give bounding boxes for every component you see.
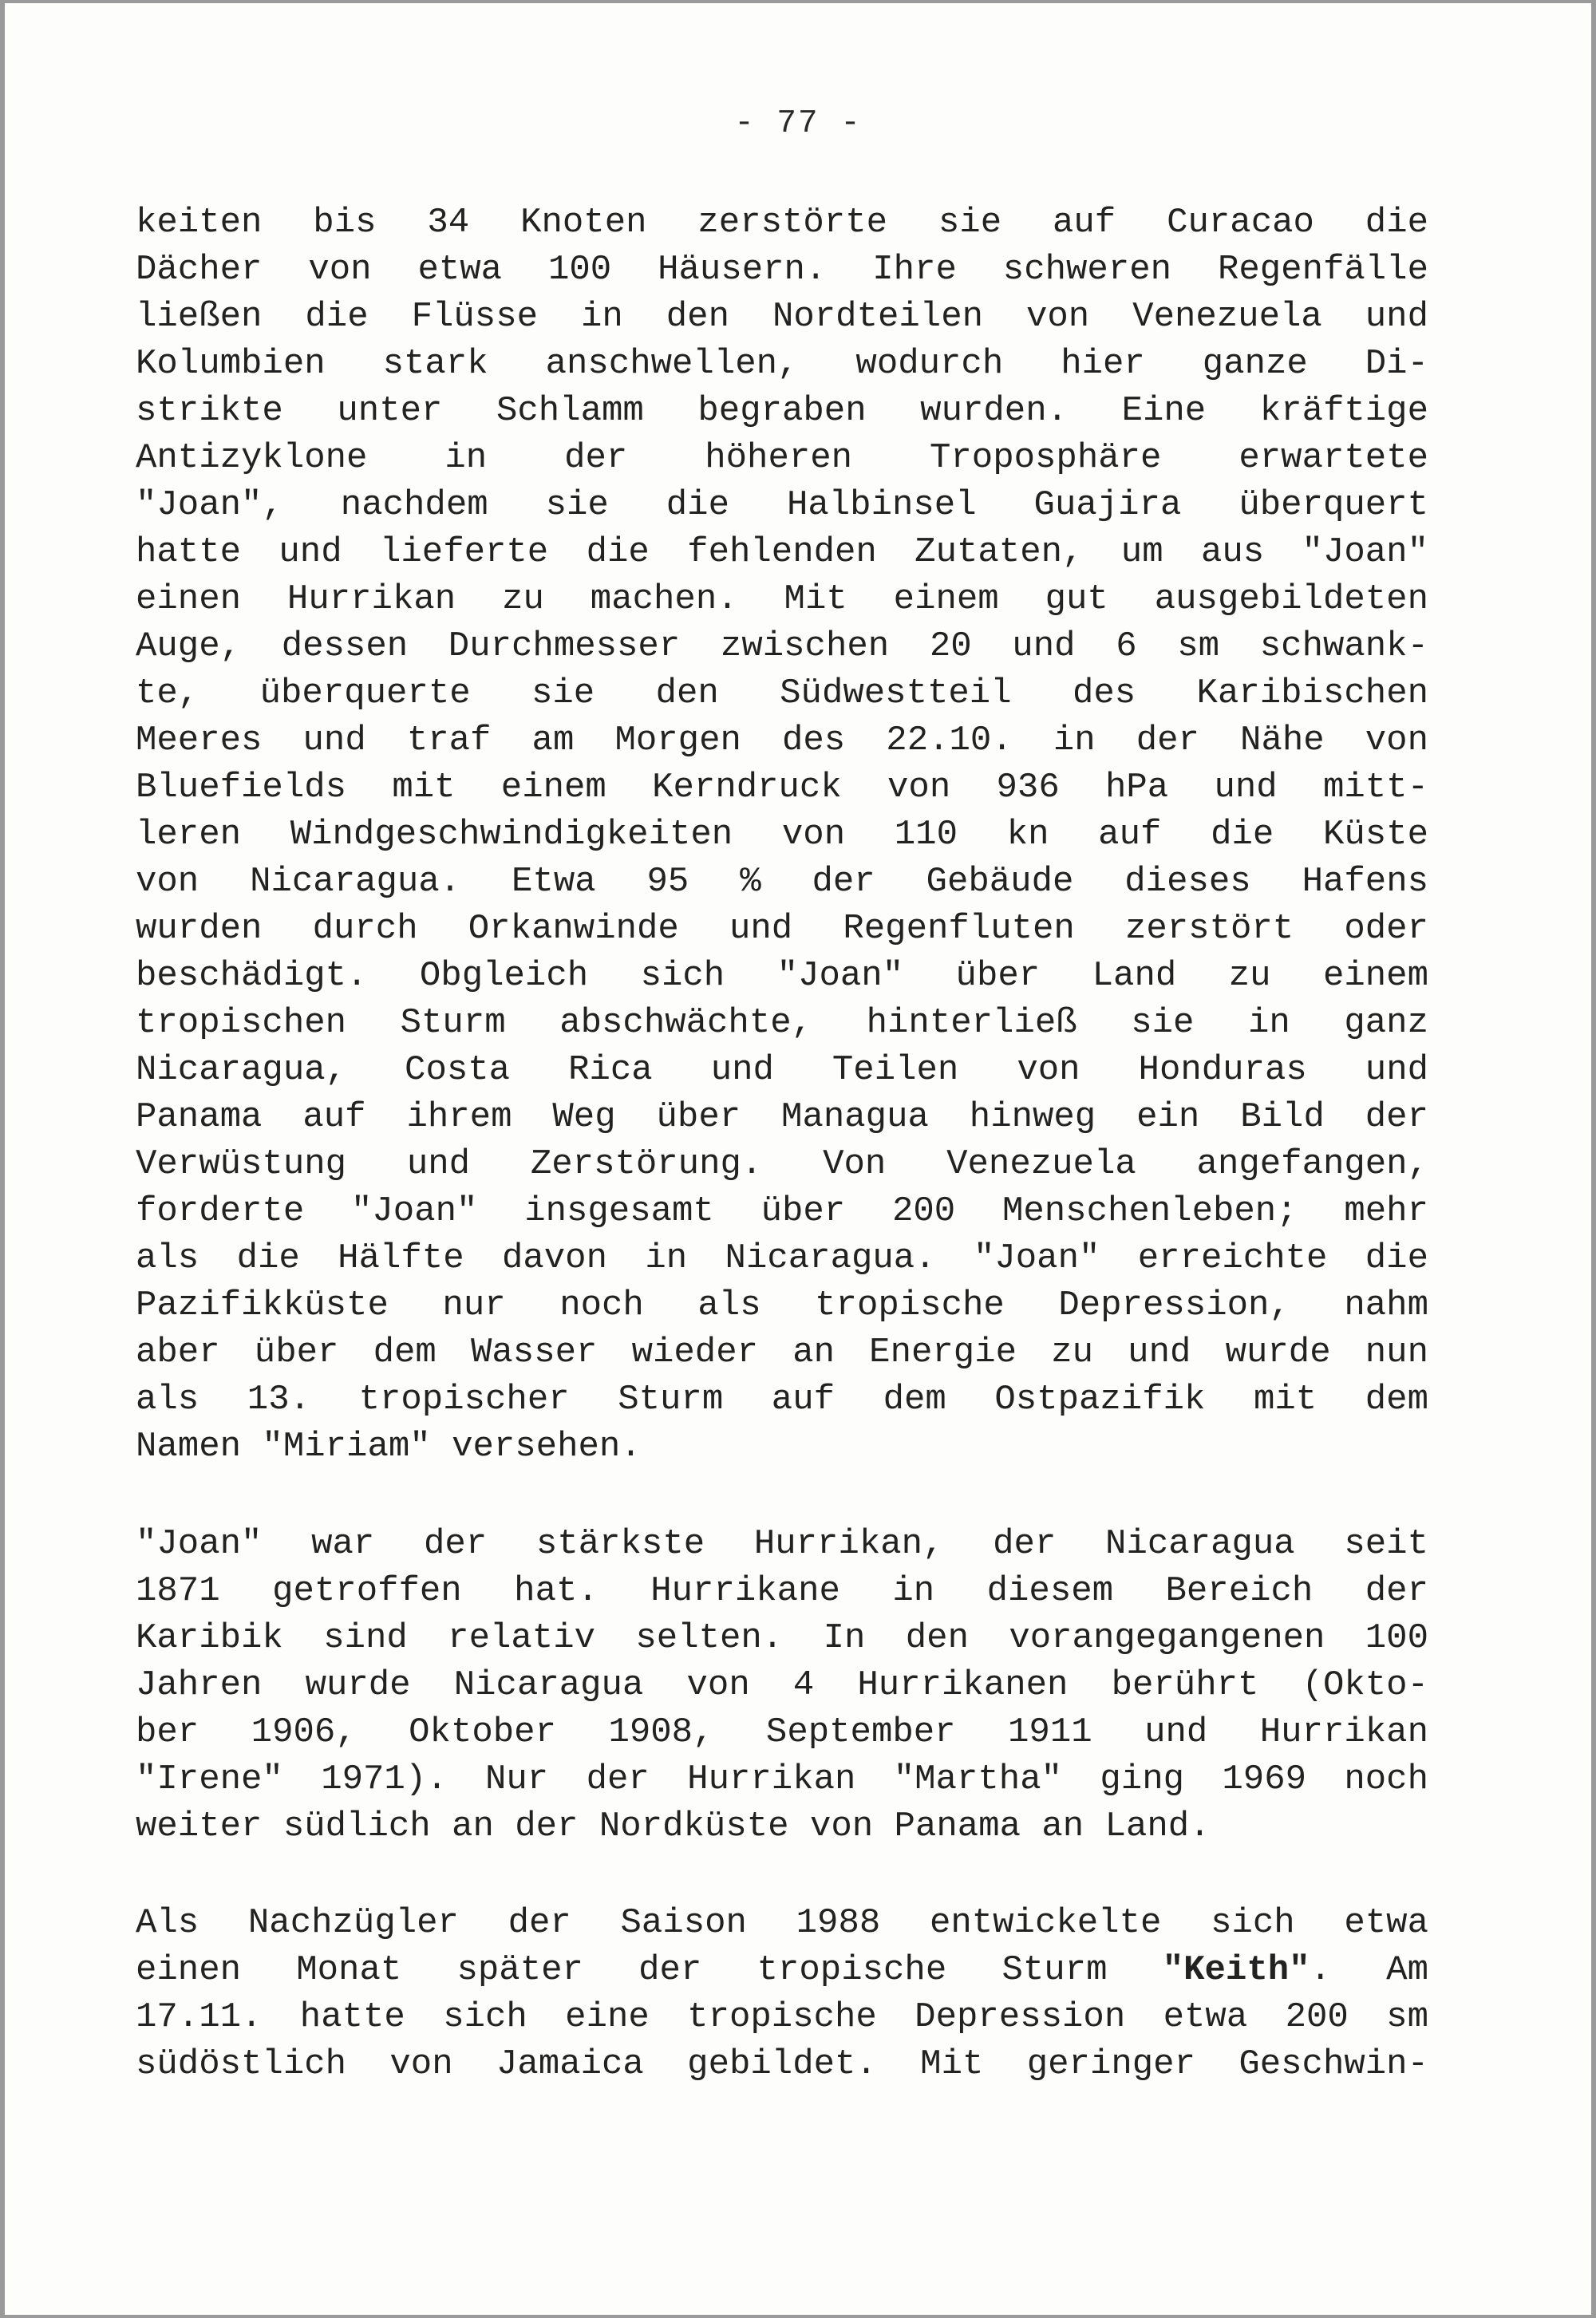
text-line: ber 1906, Oktober 1908, September 1911 und Hurrikan — [136, 1712, 1428, 1752]
text-line: Auge, dessen Durchmesser zwischen 20 und 6 sm schwank- — [136, 626, 1428, 666]
text-line: als die Hälfte davon in Nicaragua. "Joan" erreichte die — [136, 1238, 1428, 1278]
page-number: - 77 - — [734, 105, 862, 142]
text-line: 1871 getroffen hat. Hurrikane in diesem Bereich der — [136, 1571, 1428, 1611]
text-line: wurden durch Orkanwinde und Regenfluten zerstört oder — [136, 909, 1428, 949]
text-line: forderte "Joan" insgesamt über 200 Menschenleben; mehr — [136, 1191, 1428, 1231]
text-line: keiten bis 34 Knoten zerstörte sie auf Curacao die — [136, 203, 1428, 243]
text-line: beschädigt. Obgleich sich "Joan" über Land zu einem — [136, 956, 1428, 996]
text-line: leren Windgeschwindigkeiten von 110 kn auf die Küste — [136, 815, 1428, 855]
text-line: 17.11. hatte sich eine tropische Depression etwa 200 sm — [136, 1997, 1428, 2037]
storm-name-bold: "Keith" — [1162, 1950, 1310, 1990]
text-line: "Irene" 1971). Nur der Hurrikan "Martha" ging 1969 noch — [136, 1759, 1428, 1799]
text-line: ließen die Flüsse in den Nordteilen von Venezuela und — [136, 297, 1428, 337]
text-line: Karibik sind relativ selten. In den vorangegangenen 100 — [136, 1618, 1428, 1658]
text-line: Meeres und traf am Morgen des 22.10. in der Nähe von — [136, 721, 1428, 760]
text-line: Verwüstung und Zerstörung. Von Venezuela angefangen, — [136, 1144, 1428, 1184]
text-line: Jahren wurde Nicaragua von 4 Hurrikanen berührt (Okto- — [136, 1665, 1428, 1705]
text-line: Pazifikküste nur noch als tropische Depression, nahm — [136, 1285, 1428, 1325]
text-line: weiter südlich an der Nordküste von Panama an Land. — [136, 1807, 1211, 1846]
text-line: als 13. tropischer Sturm auf dem Ostpazifik mit dem — [136, 1380, 1428, 1420]
text-span: einen Monat später der tropische Sturm — [136, 1950, 1163, 1990]
text-line: "Joan", nachdem sie die Halbinsel Guajira überquert — [136, 485, 1428, 525]
text-line: südöstlich von Jamaica gebildet. Mit geringer Geschwin- — [136, 2044, 1428, 2084]
text-line: Namen "Miriam" versehen. — [136, 1427, 642, 1467]
text-line: hatte und lieferte die fehlenden Zutaten, um aus "Joan" — [136, 532, 1428, 572]
text-span: . Am — [1310, 1950, 1428, 1990]
text-line: Panama auf ihrem Weg über Managua hinweg ein Bild der — [136, 1097, 1428, 1137]
text-line: Kolumbien stark anschwellen, wodurch hier ganze Di- — [136, 344, 1428, 384]
text-line: Als Nachzügler der Saison 1988 entwickelte sich etwa — [136, 1903, 1428, 1943]
text-line: Antizyklone in der höheren Troposphäre erwartete — [136, 438, 1428, 478]
text-line: einen Hurrikan zu machen. Mit einem gut ausgebildeten — [136, 579, 1428, 619]
text-line — [136, 1947, 1428, 1993]
text-line: Bluefields mit einem Kerndruck von 936 hPa und mitt- — [136, 768, 1428, 808]
text-line: strikte unter Schlamm begraben wurden. Eine kräftige — [136, 391, 1428, 431]
text-line: Nicaragua, Costa Rica und Teilen von Honduras und — [136, 1050, 1428, 1090]
text-line: te, überquerte sie den Südwestteil des Karibischen — [136, 673, 1428, 713]
text-line: aber über dem Wasser wieder an Energie zu und wurde nun — [136, 1333, 1428, 1372]
text-line: Dächer von etwa 100 Häusern. Ihre schweren Regenfälle — [136, 250, 1428, 290]
text-line: tropischen Sturm abschwächte, hinterließ sie in ganz — [136, 1003, 1428, 1043]
text-line: "Joan" war der stärkste Hurrikan, der Nicaragua seit — [136, 1524, 1428, 1564]
text-line: von Nicaragua. Etwa 95 % der Gebäude dieses Hafens — [136, 862, 1428, 902]
